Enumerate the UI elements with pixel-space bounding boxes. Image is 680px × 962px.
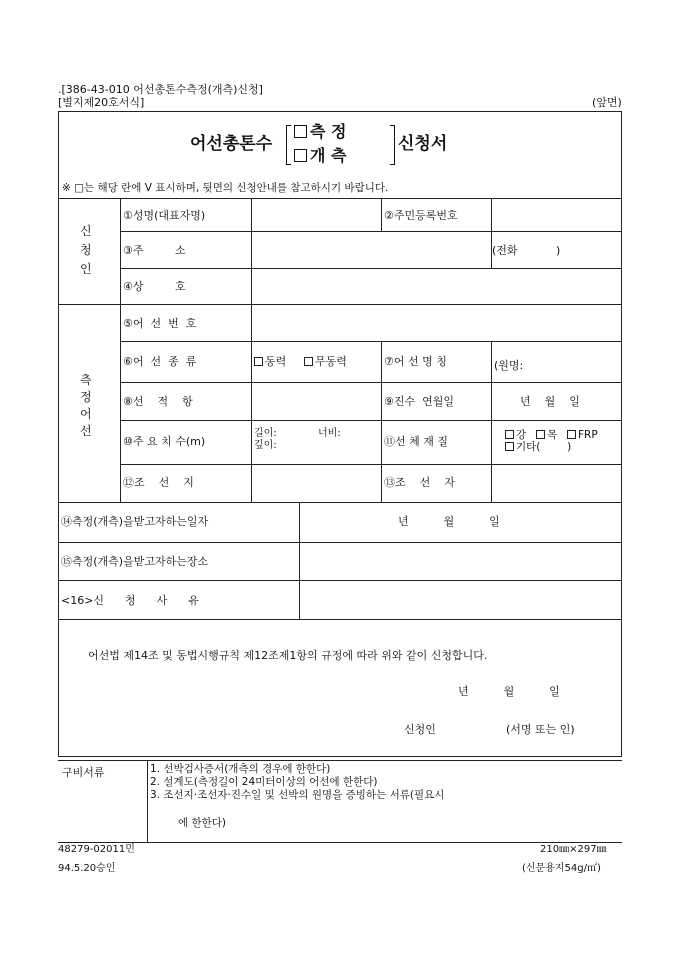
frp-option[interactable]: FRP <box>567 430 598 441</box>
document-item: 1. 선박검사증서(개측의 경우에 한한다) <box>150 763 331 775</box>
resident-no-label: ②주민등록번호 <box>384 209 458 222</box>
vessel-no-label: ⑤어 선 번 호 <box>123 317 197 330</box>
depth-label[interactable]: 깊이: <box>254 440 277 451</box>
declaration-applicant-label: 신청인 <box>404 723 436 736</box>
name-field[interactable] <box>252 199 380 230</box>
title-suffix: 신청서 <box>398 134 448 154</box>
builder-field[interactable] <box>492 465 621 501</box>
footer-paper: (신문용지54g/㎡) <box>522 863 601 874</box>
steel-option[interactable]: 강 <box>505 430 526 441</box>
business-label: ④상 호 <box>123 280 186 293</box>
material-label: ⑪선 체 재 질 <box>384 435 448 448</box>
port-label: ⑧선 적 항 <box>123 395 193 408</box>
title-right-bracket <box>390 125 395 165</box>
request-reason-label: <16>신 청 사 유 <box>61 594 199 607</box>
other-material-option[interactable]: 기타( ) <box>505 442 571 453</box>
instruction-text: ※ □는 해당 란에 V 표시하며, 뒷면의 신청안내를 참고하시기 바랍니다. <box>62 182 389 194</box>
footer-size: 210㎜×297㎜ <box>540 844 607 855</box>
title-left-bracket <box>286 125 291 165</box>
vessel-no-field[interactable] <box>252 305 621 340</box>
vessel-name-field[interactable] <box>535 344 620 380</box>
address-field[interactable] <box>252 232 490 267</box>
breadth-label[interactable]: 너비: <box>318 428 341 439</box>
page-side-label: (앞면) <box>592 96 622 109</box>
dimensions-label: ⑩주 요 치 수(m) <box>123 435 206 448</box>
steel-checkbox[interactable] <box>505 430 514 439</box>
shipyard-label: ⑫조 선 지 <box>123 476 194 489</box>
signature-label[interactable]: (서명 또는 인) <box>506 723 575 736</box>
request-date-label: ⑭측정(개측)을받고자하는일자 <box>61 515 209 528</box>
request-date-value[interactable]: 년 월 일 <box>398 515 500 528</box>
vessel-name-label: ⑦어 선 명 칭 <box>384 355 447 368</box>
shipyard-field[interactable] <box>252 465 380 501</box>
port-field[interactable] <box>252 383 380 419</box>
launch-date-label: ⑨진수 연월일 <box>384 395 454 408</box>
length-label[interactable]: 길이: <box>254 428 277 439</box>
form-title <box>190 122 480 170</box>
unpowered-option[interactable]: 무동력 <box>304 356 347 367</box>
launch-date-value[interactable]: 년 월 일 <box>520 395 580 408</box>
wood-option[interactable]: 목 <box>536 430 557 441</box>
partial-checkbox[interactable] <box>294 149 307 162</box>
business-field[interactable] <box>252 269 621 303</box>
declaration-date[interactable]: 년 월 일 <box>458 685 560 698</box>
phone-label: (전화 ) <box>492 244 561 257</box>
address-label: ③주 소 <box>123 244 186 257</box>
original-name-label: (원명: <box>494 359 524 372</box>
form-type: [별지제20호서식] <box>58 96 145 109</box>
wood-checkbox[interactable] <box>536 430 545 439</box>
frp-checkbox[interactable] <box>567 430 576 439</box>
form-code: .[386-43-010 어선총톤수측정(개측)신청] <box>58 83 263 96</box>
unpowered-checkbox[interactable] <box>304 357 313 366</box>
request-place-field[interactable] <box>300 543 621 579</box>
vessel-section-label: 측 정 어 선 <box>80 373 92 438</box>
footer-code: 48279-02011민 <box>58 844 135 855</box>
document-item: 에 한한다) <box>178 817 227 829</box>
footer-approval: 94.5.20승인 <box>58 863 116 874</box>
declaration-statement: 어선법 제14조 및 동법시행규칙 제12조제1항의 규정에 따라 위와 같이 신청합니다. <box>88 649 488 662</box>
documents-label: 구비서류 <box>62 766 105 779</box>
name-label: ①성명(대표자명) <box>123 209 206 222</box>
request-place-label: ⑮측정(개측)을받고자하는장소 <box>61 555 209 568</box>
document-item: 3. 조선지·조선자·진수일 및 선박의 원명을 증빙하는 서류(필요시 <box>150 789 445 801</box>
powered-option[interactable]: 동력 <box>254 356 286 367</box>
title-option-partial[interactable]: 개 측 <box>294 148 346 164</box>
measure-checkbox[interactable] <box>294 125 307 138</box>
resident-no-field[interactable] <box>492 199 621 230</box>
title-prefix: 어선총톤수 <box>190 134 273 154</box>
powered-checkbox[interactable] <box>254 357 263 366</box>
request-reason-field[interactable] <box>300 581 621 618</box>
document-item: 2. 설계도(측정길이 24미터이상의 어선에 한한다) <box>150 776 378 788</box>
other-material-checkbox[interactable] <box>505 442 514 451</box>
title-option-measure[interactable]: 측 정 <box>294 124 346 140</box>
builder-label: ⑬조 선 자 <box>384 476 455 489</box>
applicant-section-label: 신 청 인 <box>80 224 92 276</box>
vessel-type-label: ⑥어 선 종 류 <box>123 355 197 368</box>
